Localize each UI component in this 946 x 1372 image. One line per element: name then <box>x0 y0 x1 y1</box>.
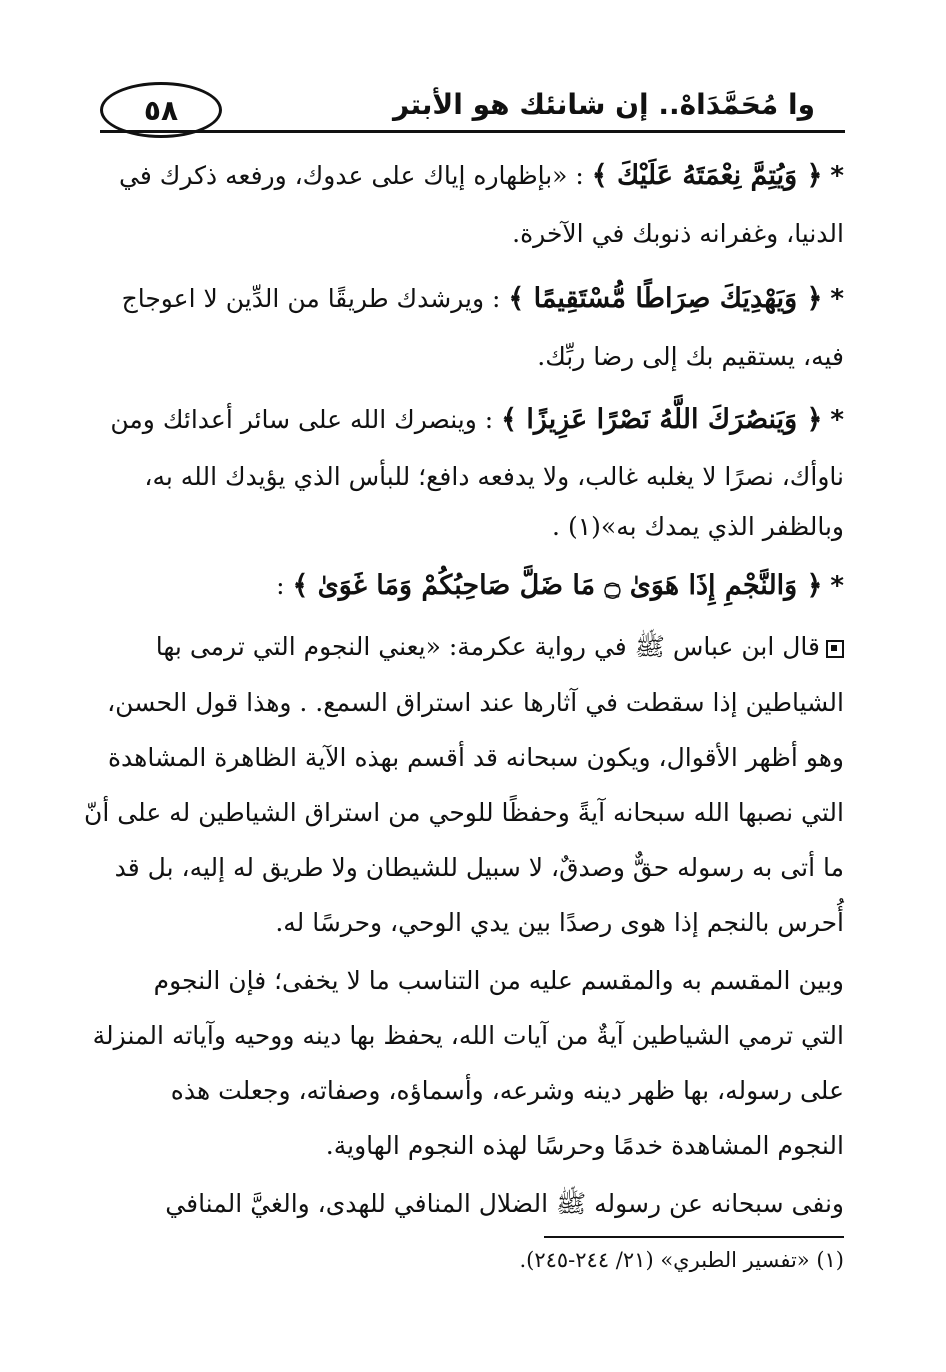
line-text: : ويرشدك طريقًا من الدِّين لا اعوجاج <box>121 284 509 313</box>
paragraph-line <box>144 462 844 491</box>
running-title: وا مُحَمَّدَاهْ.. إن شانئك هو الأبتر <box>393 88 815 121</box>
bullet-star: * <box>830 571 844 601</box>
line-text: : «بإظهاره إياك على عدوك، ورفعه ذكرك في <box>118 161 592 190</box>
header-rule <box>100 130 845 133</box>
quran-verse: ﴿ وَالنَّجْمِ إِذَا هَوَىٰ ۝ مَا ضَلَّ صَاحِبُكُمْ وَمَا غَوَىٰ ﴾ <box>292 570 823 601</box>
paragraph-line <box>84 798 844 827</box>
line-text: أُحرس بالنجم إذا هوى رصدًا بين يدي الوحي، وحرسًا له. <box>275 908 844 937</box>
paragraph-line <box>156 631 844 668</box>
line-text: : وينصرك الله على سائر أعدائك ومن <box>110 405 502 434</box>
line-text: التي ترمي الشياطين آيةٌ من آيات الله، يحفظ بها دينه ووحيه وآياته المنزلة <box>92 1021 844 1050</box>
paragraph-line <box>154 966 844 995</box>
line-text: فيه، يستقيم بك إلى رضا ربِّك. <box>537 342 844 371</box>
line-text: ونفى سبحانه عن رسوله ﷺ الضلال المنافي للهدى، والغيَّ المنافي <box>165 1189 844 1218</box>
line-text: قال ابن عباس ﷺ في رواية عكرمة: «يعني النجوم التي ترمى بها <box>155 632 820 661</box>
quran-verse: ﴿ وَيَنصُرَكَ اللَّهُ نَصْرًا عَزِيزًا ﴾ <box>501 404 823 435</box>
line-text: على رسوله، بها ظهر دينه وشرعه، وأسماؤه، وصفاته، وجعلت هذه <box>170 1076 844 1105</box>
square-bullet-icon <box>826 640 844 658</box>
line-text: ناوأك، نصرًا لا يغلبه غالب، ولا يدفعه دافع؛ للبأس الذي يؤيدك الله به، <box>144 462 844 491</box>
paragraph-line <box>171 1076 844 1105</box>
paragraph-line <box>537 342 844 371</box>
paragraph-line <box>107 688 844 717</box>
paragraph-line <box>122 283 844 314</box>
paragraph-line <box>552 512 844 541</box>
paragraph-line <box>512 219 844 248</box>
line-text: الدنيا، وغفرانه ذنوبك في الآخرة. <box>512 219 844 248</box>
paragraph-line <box>110 404 844 435</box>
paragraph-line <box>119 160 844 191</box>
paragraph-line <box>275 908 844 937</box>
quran-verse: ﴿ وَيُتِمَّ نِعْمَتَهُ عَلَيْكَ ﴾ <box>591 160 823 191</box>
line-text: التي نصبها الله سبحانه آيةً وحفظًا للوحي من استراق الشياطين له على أنّ <box>83 798 844 827</box>
paragraph-line <box>115 853 844 882</box>
line-text: ما أتى به رسوله حقٌّ وصدقٌ، لا سبيل للشيطان ولا طريق له إليه، بل قد <box>114 853 844 882</box>
line-text: : <box>276 571 293 600</box>
paragraph-line <box>165 1188 844 1225</box>
line-text: النجوم المشاهدة خدمًا وحرسًا لهذه النجوم الهاوية. <box>325 1131 844 1160</box>
paragraph-line <box>276 570 844 601</box>
bullet-star: * <box>830 284 844 314</box>
footnote-rule <box>544 1236 844 1238</box>
quran-verse: ﴿ وَيَهْدِيَكَ صِرَاطًا مُّسْتَقِيمًا ﴾ <box>508 283 823 314</box>
footnote: (١) «تفسير الطبري» (٢١/ ٢٤٤-٢٤٥). <box>519 1248 844 1272</box>
bullet-star: * <box>830 405 844 435</box>
bullet-star: * <box>830 161 844 191</box>
line-text: وهو أظهر الأقوال، ويكون سبحانه قد أقسم بهذه الآية الظاهرة المشاهدة <box>107 743 844 772</box>
line-text: الشياطين إذا سقطت في آثارها عند استراق السمع. . وهذا قول الحسن، <box>107 688 844 717</box>
page-header <box>100 78 855 142</box>
line-text: وبين المقسم به والمقسم عليه من التناسب ما لا يخفى؛ فإن النجوم <box>153 966 844 995</box>
paragraph-line <box>93 1021 844 1050</box>
paragraph-line <box>108 743 844 772</box>
line-text: وبالظفر الذي يمدك به»(١) . <box>552 512 844 541</box>
paragraph-line <box>326 1131 844 1160</box>
page-number: ٥٨ <box>100 82 222 138</box>
